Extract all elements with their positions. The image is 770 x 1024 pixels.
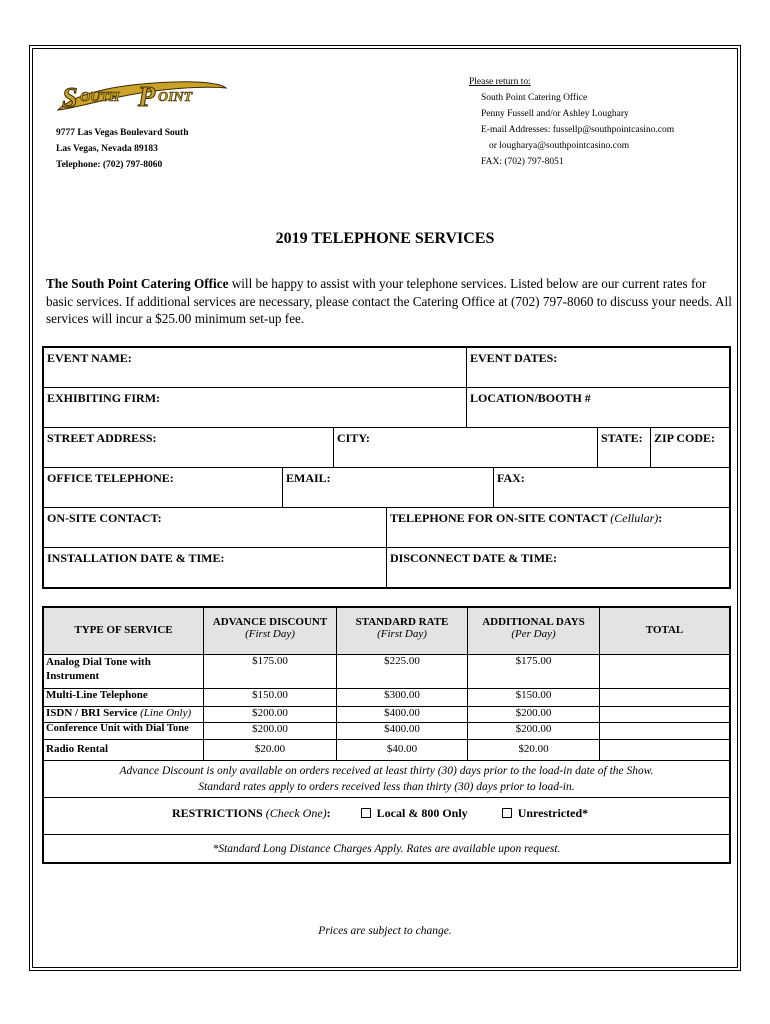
option-local-800[interactable] bbox=[361, 806, 468, 820]
row-total-input[interactable] bbox=[600, 689, 729, 706]
office-telephone-label: OFFICE TELEPHONE: bbox=[47, 471, 174, 485]
header-advance-sub: (First Day) bbox=[245, 628, 295, 640]
row-standard: $400.00 bbox=[384, 723, 420, 735]
row-total-input[interactable] bbox=[600, 655, 729, 688]
event-info-form bbox=[42, 346, 731, 589]
row-advance: $20.00 bbox=[254, 743, 286, 755]
state-label: STATE: bbox=[601, 431, 643, 445]
installation-date-field[interactable] bbox=[44, 548, 386, 589]
row-standard: $225.00 bbox=[384, 655, 420, 667]
restrictions-label: RESTRICTIONS bbox=[172, 806, 263, 820]
header-standard-rate bbox=[337, 616, 467, 640]
event-name-label: EVENT NAME: bbox=[47, 351, 132, 365]
discount-note-line2: Standard rates apply to orders received less than thirty (30) days prior to load-in. bbox=[198, 781, 575, 793]
intro-lead: The South Point Catering Office bbox=[46, 276, 229, 291]
return-to-block bbox=[469, 74, 674, 170]
intro-text: will be happy to assist with your telephone services. Listed below are our current rates for basic services. If additional services are necessary, please contact the Catering Office at (702) 797-8060 to discuss your needs. All services will incur a $25.00 minimum set-up fee. bbox=[46, 276, 732, 326]
return-office: South Point Catering Office bbox=[481, 93, 588, 103]
city-label: CITY: bbox=[337, 431, 370, 445]
row-service-name bbox=[46, 707, 202, 719]
header-additional-label: ADDITIONAL DAYS bbox=[482, 616, 585, 628]
onsite-telephone-colon: : bbox=[658, 511, 663, 525]
fax-label: FAX: bbox=[497, 471, 525, 485]
row-service-note: (Line Only) bbox=[140, 707, 192, 719]
row-standard: $400.00 bbox=[384, 707, 420, 719]
city-field[interactable] bbox=[334, 428, 597, 468]
header-standard-sub: (First Day) bbox=[377, 628, 427, 640]
footer-note: Prices are subject to change. bbox=[318, 925, 452, 937]
row-standard: $40.00 bbox=[386, 743, 418, 755]
return-to-label: Please return to: bbox=[469, 77, 531, 87]
restrictions-row bbox=[172, 806, 732, 821]
email-field[interactable] bbox=[283, 468, 493, 508]
option-unrestricted[interactable] bbox=[502, 806, 588, 820]
exhibiting-firm-label: EXHIBITING FIRM: bbox=[47, 391, 161, 405]
state-field[interactable] bbox=[598, 428, 650, 468]
restrictions-note: (Check One) bbox=[265, 806, 327, 820]
address-city: Las Vegas, Nevada 89183 bbox=[56, 144, 158, 154]
address-street: 9777 Las Vegas Boulevard South bbox=[56, 128, 189, 138]
svg-text:S: S bbox=[62, 83, 78, 114]
onsite-telephone-note: (Cellular) bbox=[610, 511, 659, 525]
option-local-label: Local & 800 Only bbox=[376, 806, 468, 820]
row-additional: $20.00 bbox=[518, 743, 549, 755]
onsite-contact-field[interactable] bbox=[44, 508, 386, 548]
onsite-telephone-field[interactable] bbox=[387, 508, 729, 548]
option-unrestricted-label: Unrestricted* bbox=[517, 806, 589, 820]
row-service-name: Analog Dial Tone with Instrument bbox=[46, 656, 151, 682]
header-additional-days bbox=[468, 616, 599, 640]
rates-table bbox=[42, 606, 731, 864]
disconnect-date-field[interactable] bbox=[387, 548, 729, 589]
installation-date-label: INSTALLATION DATE & TIME: bbox=[47, 551, 225, 565]
row-service-label: ISDN / BRI Service bbox=[46, 707, 138, 719]
header-advance-discount bbox=[204, 616, 336, 640]
row-total-input[interactable] bbox=[600, 723, 729, 739]
header-additional-sub: (Per Day) bbox=[511, 628, 556, 640]
row-advance: $200.00 bbox=[252, 707, 288, 719]
row-additional: $175.00 bbox=[515, 655, 552, 667]
page-title: 2019 TELEPHONE SERVICES bbox=[275, 230, 495, 247]
fax-field[interactable] bbox=[494, 468, 729, 508]
long-distance-note: *Standard Long Distance Charges Apply. Rates are available upon request. bbox=[212, 843, 561, 855]
restrictions-colon: : bbox=[326, 806, 331, 820]
discount-note-line1: Advance Discount is only available on orders received at least thirty (30) days prior to the load-in date of the Show. bbox=[119, 765, 654, 777]
intro-paragraph bbox=[46, 275, 736, 328]
return-names: Penny Fussell and/or Ashley Loughary bbox=[481, 109, 629, 119]
onsite-telephone-label: TELEPHONE FOR ON-SITE CONTACT bbox=[390, 511, 608, 525]
row-service-name: Multi-Line Telephone bbox=[46, 689, 148, 701]
header-total: TOTAL bbox=[645, 624, 684, 636]
row-additional: $150.00 bbox=[515, 689, 552, 701]
discount-note bbox=[44, 763, 729, 795]
row-advance: $200.00 bbox=[252, 723, 288, 735]
svg-text:OINT: OINT bbox=[158, 90, 193, 105]
svg-text:OUTH: OUTH bbox=[80, 90, 120, 105]
row-total-input[interactable] bbox=[600, 740, 729, 760]
street-address-field[interactable] bbox=[44, 428, 333, 468]
email-label: EMAIL: bbox=[286, 471, 331, 485]
onsite-contact-label: ON-SITE CONTACT: bbox=[47, 511, 162, 525]
office-telephone-field[interactable] bbox=[44, 468, 282, 508]
return-fax: FAX: (702) 797-8051 bbox=[481, 157, 564, 167]
row-advance: $175.00 bbox=[252, 655, 288, 667]
header-advance-label: ADVANCE DISCOUNT bbox=[212, 616, 328, 628]
return-email-2: or lougharya@southpointcasino.com bbox=[489, 141, 630, 151]
event-dates-label: EVENT DATES: bbox=[470, 351, 558, 365]
event-name-field[interactable] bbox=[44, 348, 466, 388]
address-phone: Telephone: (702) 797-8060 bbox=[56, 160, 163, 170]
row-standard: $300.00 bbox=[384, 689, 420, 701]
row-total-input[interactable] bbox=[600, 707, 729, 722]
zip-code-label: ZIP CODE: bbox=[654, 431, 716, 445]
checkbox-icon[interactable] bbox=[361, 808, 371, 818]
row-additional: $200.00 bbox=[515, 707, 552, 719]
south-point-logo bbox=[54, 76, 230, 118]
svg-text:P: P bbox=[138, 82, 156, 113]
checkbox-icon[interactable] bbox=[502, 808, 512, 818]
header-type-of-service: TYPE OF SERVICE bbox=[74, 624, 173, 636]
location-booth-field[interactable] bbox=[467, 388, 729, 428]
return-email-1: E-mail Addresses: fussellp@southpointcasino.com bbox=[481, 125, 675, 135]
row-service-name: Conference Unit with Dial Tone bbox=[46, 723, 189, 734]
row-advance: $150.00 bbox=[252, 689, 288, 701]
street-address-label: STREET ADDRESS: bbox=[47, 431, 157, 445]
event-dates-field[interactable] bbox=[467, 348, 729, 388]
row-additional: $200.00 bbox=[515, 723, 552, 735]
exhibiting-firm-field[interactable] bbox=[44, 388, 466, 428]
zip-code-field[interactable] bbox=[651, 428, 729, 468]
location-booth-label: LOCATION/BOOTH # bbox=[470, 391, 591, 405]
casino-address bbox=[56, 125, 189, 173]
header-standard-label: STANDARD RATE bbox=[355, 616, 449, 628]
disconnect-date-label: DISCONNECT DATE & TIME: bbox=[390, 551, 558, 565]
row-service-name: Radio Rental bbox=[46, 743, 109, 755]
